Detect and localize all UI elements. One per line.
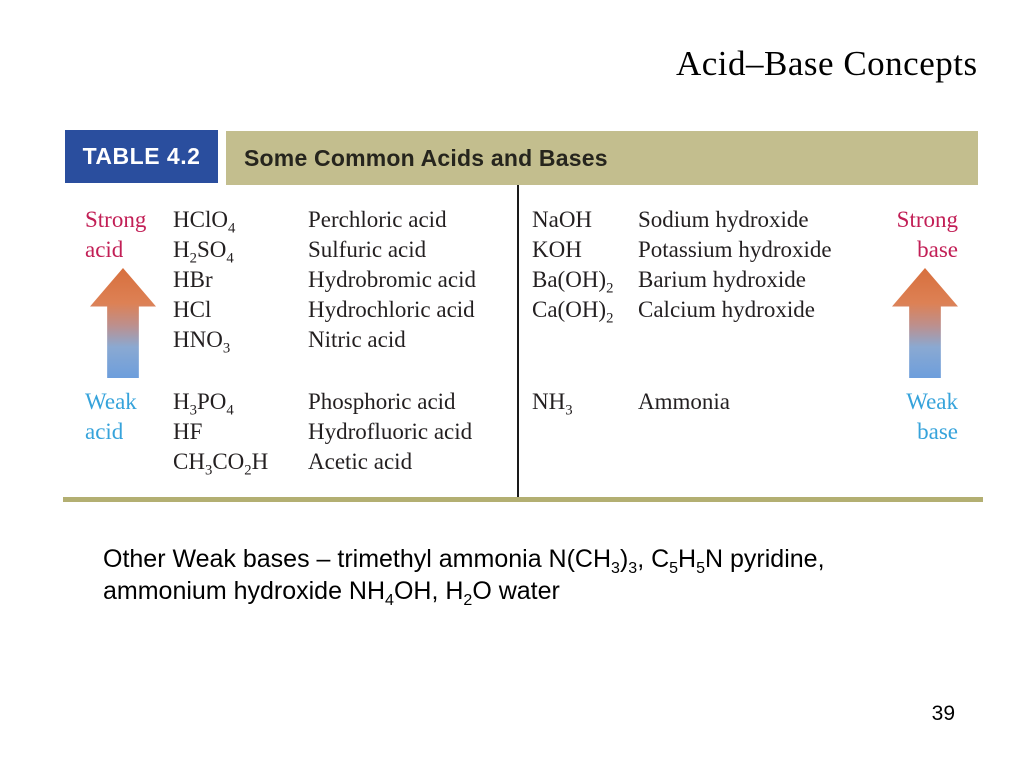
acid-name: Hydrobromic acid (308, 267, 476, 292)
weak-base-formula-column (532, 387, 573, 417)
acid-formula: $CH_3CO_2H$ (173, 449, 269, 479)
base-formula-column (532, 205, 613, 325)
base-formula: $Ca(OH)_2$ (532, 297, 614, 327)
acid-name: Acetic acid (308, 449, 413, 474)
acid-name: Hydrofluoric acid (308, 419, 473, 444)
table-label: TABLE 4.2 (65, 130, 218, 183)
acid-formula: $H_2SO_4$ (173, 237, 234, 267)
base-strength-arrow-icon (892, 268, 958, 378)
weak-acid-formula-column (173, 387, 268, 477)
base-formula: KOH (532, 237, 582, 262)
acid-formula: HCl (173, 297, 212, 322)
acid-name: Sulfuric acid (308, 237, 427, 262)
acid-formula-column (173, 205, 235, 355)
acid-name: Nitric acid (308, 327, 406, 352)
acid-formula: HClO$_4$ (173, 207, 236, 237)
page-number: 39 (931, 702, 955, 725)
acid-name: Phosphoric acid (308, 389, 456, 414)
acid-formula: $HNO_3$ (173, 327, 231, 357)
base-name: Calcium hydroxide (638, 297, 815, 322)
acid-strength-arrow-icon (90, 268, 156, 378)
strong-acid-label: Strong acid (85, 207, 147, 262)
table-bottom-rule (63, 497, 983, 502)
column-divider (517, 185, 519, 497)
weak-acid-name-column (308, 387, 472, 477)
acid-formula: $H_3PO_4$ (173, 389, 234, 419)
acid-name-column (308, 205, 476, 355)
acid-formula: HF (173, 419, 203, 444)
strong-base-label: Strong base (896, 207, 958, 262)
acid-name: Hydrochloric acid (308, 297, 475, 322)
note-line-1: Other Weak bases – trimethyl ammonia $N(CH_3)_3$, $C_5H_5N$ pyridine, (103, 545, 825, 577)
base-name: Barium hydroxide (638, 267, 806, 292)
weak-bases-note (103, 543, 825, 607)
base-name-column (638, 205, 832, 325)
weak-base-name-column (638, 387, 730, 417)
table-title: Some Common Acids and Bases (226, 131, 978, 185)
weak-acid-label: Weak acid (85, 389, 137, 444)
base-name: Potassium hydroxide (638, 237, 832, 262)
base-formula: NaOH (532, 207, 593, 232)
weak-base-label: Weak base (906, 389, 958, 444)
note-line-2: ammonium hydroxide $NH_4OH$, $H_2O$ water (103, 577, 560, 609)
table-body (65, 185, 978, 502)
base-name: Sodium hydroxide (638, 207, 809, 232)
base-name: Ammonia (638, 389, 730, 414)
base-formula: $NH_3$ (532, 389, 573, 419)
table-header (65, 130, 978, 185)
acid-formula: HBr (173, 267, 213, 292)
slide-title: Acid–Base Concepts (676, 44, 978, 83)
acid-name: Perchloric acid (308, 207, 447, 232)
base-formula: $Ba(OH)_2$ (532, 267, 614, 297)
